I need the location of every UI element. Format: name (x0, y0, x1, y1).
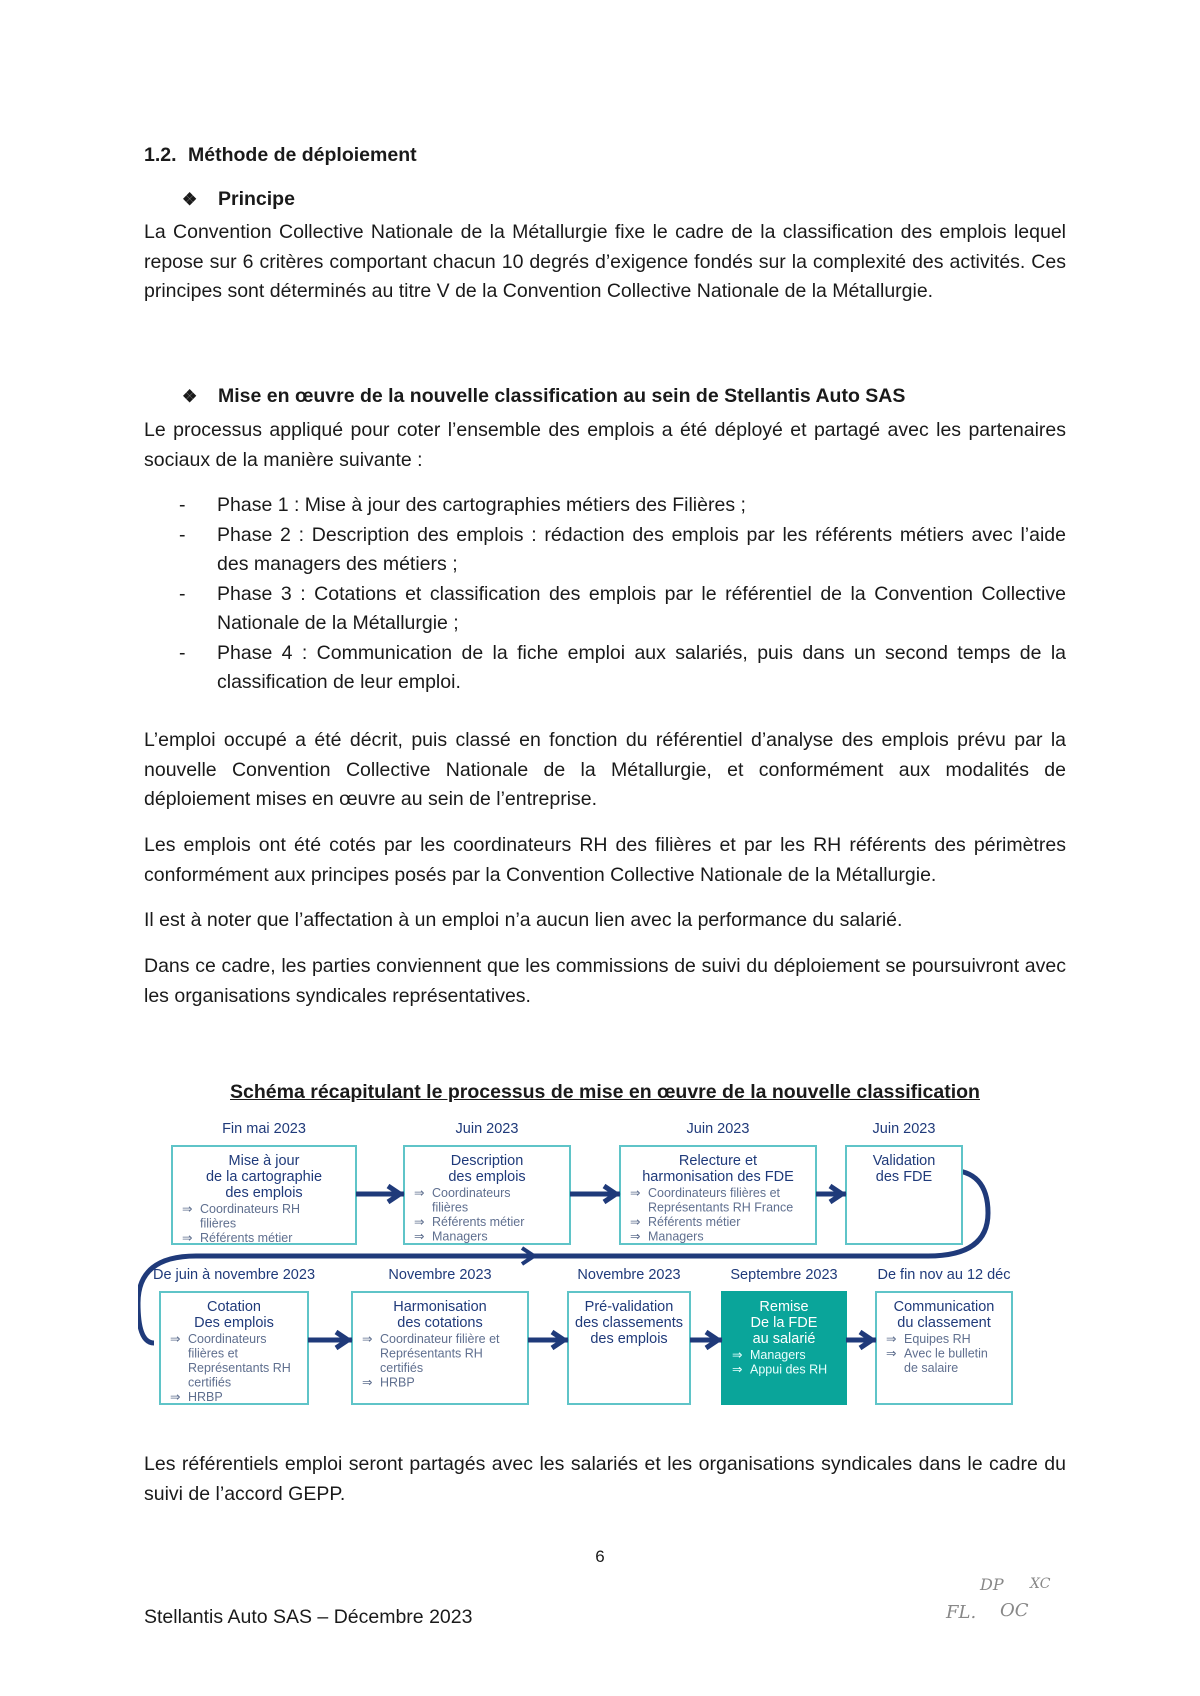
paragraph-emplois-cotes: Les emplois ont été cotés par les coordinateurs RH des filières et par les RH référents des périmètres conformément aux principes posés par la Convention Collective Nationale de la Métallurgie. (144, 834, 1066, 886)
row2-step-item: Coordinateur filière et (380, 1332, 500, 1346)
initials-dp: DP (980, 1575, 1004, 1594)
row2-step-item: Appui des RH (750, 1362, 828, 1377)
row2-step-title: Communication (893, 1299, 995, 1315)
section-title: Méthode de déploiement (188, 144, 417, 166)
arrow-bullet-icon: ⇒ (170, 1332, 181, 1346)
row1-step-item: filières (200, 1216, 237, 1231)
list-item: - Phase 2 : Description des emplois : rédaction des emplois par les référents métiers avec l’aide des managers des métiers ; (179, 523, 1066, 575)
row1-date: Juin 2023 (686, 1121, 750, 1137)
arrow-bullet-icon: ⇒ (182, 1231, 193, 1245)
row2-date: Septembre 2023 (730, 1267, 838, 1283)
initials-xc: XC (1030, 1576, 1051, 1592)
row1-step-item: Représentants RH France (648, 1200, 794, 1215)
row2-step-title: De la FDE (750, 1315, 818, 1331)
row1-step-title: de la cartographie (205, 1169, 323, 1185)
arrow-bullet-icon: ⇒ (362, 1375, 373, 1390)
list-item: - Phase 1 : Mise à jour des cartographies métiers des Filières ; (179, 494, 746, 516)
row1-step-title: Relecture et (678, 1153, 758, 1169)
row2-step-item: HRBP (188, 1390, 223, 1404)
row2-step-item: Equipes RH (904, 1332, 971, 1346)
principe-paragraph: La Convention Collective Nationale de la Métallurgie fixe le cadre de la classification des emplois lequel repose sur 6 critères comportant chacun 10 degrés d’exigence fondés sur la complexité des activités. Ces principes sont déterminés au titre V de la Convention Collective Nationale de la Métallurgie. (144, 221, 1066, 302)
phase-text: Phase 2 : Description des emplois : rédaction des emplois par les référents métiers avec l’aide des managers des métiers ; (217, 523, 1066, 575)
arrow-bullet-icon: ⇒ (170, 1390, 181, 1404)
arrow-bullet-icon: ⇒ (630, 1186, 641, 1200)
arrow-bullet-icon: ⇒ (182, 1202, 193, 1216)
row1-step-item: Référents métier (200, 1231, 293, 1245)
list-item: - Phase 3 : Cotations et classification des emplois par le référentiel de la Convention Collective Nationale de la Métallurgie ; (179, 582, 1066, 634)
section-heading (144, 144, 417, 167)
principe-heading-text: Principe (218, 188, 295, 210)
row1-step-title: des emplois (225, 1185, 303, 1201)
phase-text: Phase 4 : Communication de la fiche emploi aux salariés, puis dans un second temps de la classification de leur emploi. (217, 641, 1066, 693)
phase-text: Phase 1 : Mise à jour des cartographies métiers des Filières ; (217, 494, 746, 516)
arrow-bullet-icon: ⇒ (414, 1229, 425, 1244)
row2-step-item: Avec le bulletin (904, 1346, 988, 1361)
arrow-bullet-icon: ⇒ (630, 1215, 641, 1229)
row2-step-title: au salarié (752, 1331, 816, 1347)
list-item: - Phase 4 : Communication de la fiche emploi aux salariés, puis dans un second temps de la classification de leur emploi. (179, 641, 1066, 693)
row2-step-title: Cotation (206, 1299, 262, 1315)
row1-date: Fin mai 2023 (222, 1121, 306, 1137)
mise-en-oeuvre-intro: Le processus appliqué pour coter l’ensemble des emplois a été déployé et partagé avec les partenaires sociaux de la manière suivante : (144, 419, 1066, 471)
row1-step-item: Managers (648, 1229, 704, 1244)
row2-step-title: Des emplois (194, 1315, 274, 1331)
arrow-bullet-icon: ⇒ (630, 1229, 641, 1244)
row2-step-item: Représentants RH (380, 1346, 483, 1361)
arrow-bullet-icon: ⇒ (886, 1346, 897, 1361)
paragraph-emploi-decrit: L’emploi occupé a été décrit, puis classé en fonction du référentiel d’analyse des emplois prévu par la nouvelle Convention Collective Nationale de la Métallurgie, et conformément aux modalités de déploiement mises en œuvre au sein de l’entreprise. (144, 729, 1066, 810)
arrow-bullet-icon: ⇒ (886, 1332, 897, 1346)
footer-text: Stellantis Auto SAS – Décembre 2023 (144, 1606, 473, 1628)
phase-list (144, 491, 1066, 698)
row1-step-item: Coordinateurs (432, 1186, 511, 1200)
row1-step-item: Référents métier (648, 1215, 741, 1229)
row1-step-item: filières (432, 1200, 469, 1215)
initials-fl: FL. (946, 1602, 977, 1623)
row2-date: De fin nov au 12 déc (877, 1267, 1011, 1283)
handwritten-initials (938, 1568, 1068, 1628)
diamond-bullet-icon: ❖ (182, 387, 198, 406)
process-diagram (138, 1108, 1028, 1428)
row1-step-item: Référents métier (432, 1215, 525, 1229)
row1-date: Juin 2023 (455, 1121, 519, 1137)
row2-step-title: Remise (759, 1299, 809, 1315)
page-number: 6 (595, 1547, 605, 1566)
principe-heading (182, 188, 295, 211)
row1-step-title: Description (450, 1153, 524, 1169)
arrow-bullet-icon: ⇒ (362, 1332, 373, 1346)
row1-step-title: des emplois (448, 1169, 526, 1185)
row2-step-title: Harmonisation (393, 1299, 487, 1315)
row1-step-title: Validation (872, 1153, 936, 1169)
row2-step-item: certifiés (188, 1375, 232, 1390)
row2-date: Novembre 2023 (577, 1267, 681, 1283)
row1-step-title: Mise à jour (228, 1153, 300, 1169)
row1-step-title: harmonisation des FDE (642, 1169, 794, 1185)
section-number: 1.2. (144, 144, 177, 166)
row1-step-item: Coordinateurs filières et (648, 1186, 781, 1200)
row2-step-title: des classements (575, 1315, 683, 1331)
row2-date: De juin à novembre 2023 (152, 1267, 316, 1283)
row2-step-item: HRBP (380, 1375, 415, 1390)
row2-step-item: Coordinateurs (188, 1332, 267, 1346)
row2-step-item: de salaire (904, 1361, 959, 1375)
arrow-bullet-icon: ⇒ (732, 1348, 743, 1362)
closing-paragraph: Les référentiels emploi seront partagés avec les salariés et les organisations syndicales dans le cadre du suivi de l’accord GEPP. (144, 1453, 1066, 1505)
paragraph-commissions: Dans ce cadre, les parties conviennent que les commissions de suivi du déploiement se poursuivront avec les organisations syndicales représentatives. (144, 955, 1066, 1007)
schema-title: Schéma récapitulant le processus de mise en œuvre de la nouvelle classification (230, 1081, 980, 1103)
arrow-bullet-icon: ⇒ (732, 1362, 743, 1377)
row1-step-item: Managers (432, 1229, 488, 1244)
row2-step-title: des cotations (397, 1315, 483, 1331)
row2-step-item: certifiés (380, 1361, 424, 1375)
diamond-bullet-icon: ❖ (182, 190, 198, 209)
paragraph-affectation: Il est à noter que l’affectation à un emploi n’a aucun lien avec la performance du salarié. (144, 909, 903, 931)
arrow-bullet-icon: ⇒ (414, 1186, 425, 1200)
row2-step-item: filières et (188, 1346, 239, 1361)
row1-step-title: des FDE (875, 1169, 933, 1185)
arrow-bullet-icon: ⇒ (414, 1215, 425, 1229)
row2-date: Novembre 2023 (388, 1267, 492, 1283)
row2-step-title: des emplois (590, 1331, 668, 1347)
initials-oc: OC (1000, 1600, 1029, 1621)
mise-en-oeuvre-heading (182, 385, 905, 408)
phase-text: Phase 3 : Cotations et classification des emplois par le référentiel de la Convention Collective Nationale de la Métallurgie ; (217, 582, 1066, 634)
row2-step-title: Pré-validation (584, 1299, 674, 1315)
row1-step-item: Coordinateurs RH (200, 1202, 301, 1216)
mise-en-oeuvre-heading-text: Mise en œuvre de la nouvelle classification au sein de Stellantis Auto SAS (218, 385, 906, 407)
row2-step-item: Managers (750, 1348, 806, 1362)
row2-step-item: Représentants RH (188, 1361, 291, 1375)
row2-step-title: du classement (897, 1315, 991, 1331)
row1-date: Juin 2023 (872, 1121, 936, 1137)
